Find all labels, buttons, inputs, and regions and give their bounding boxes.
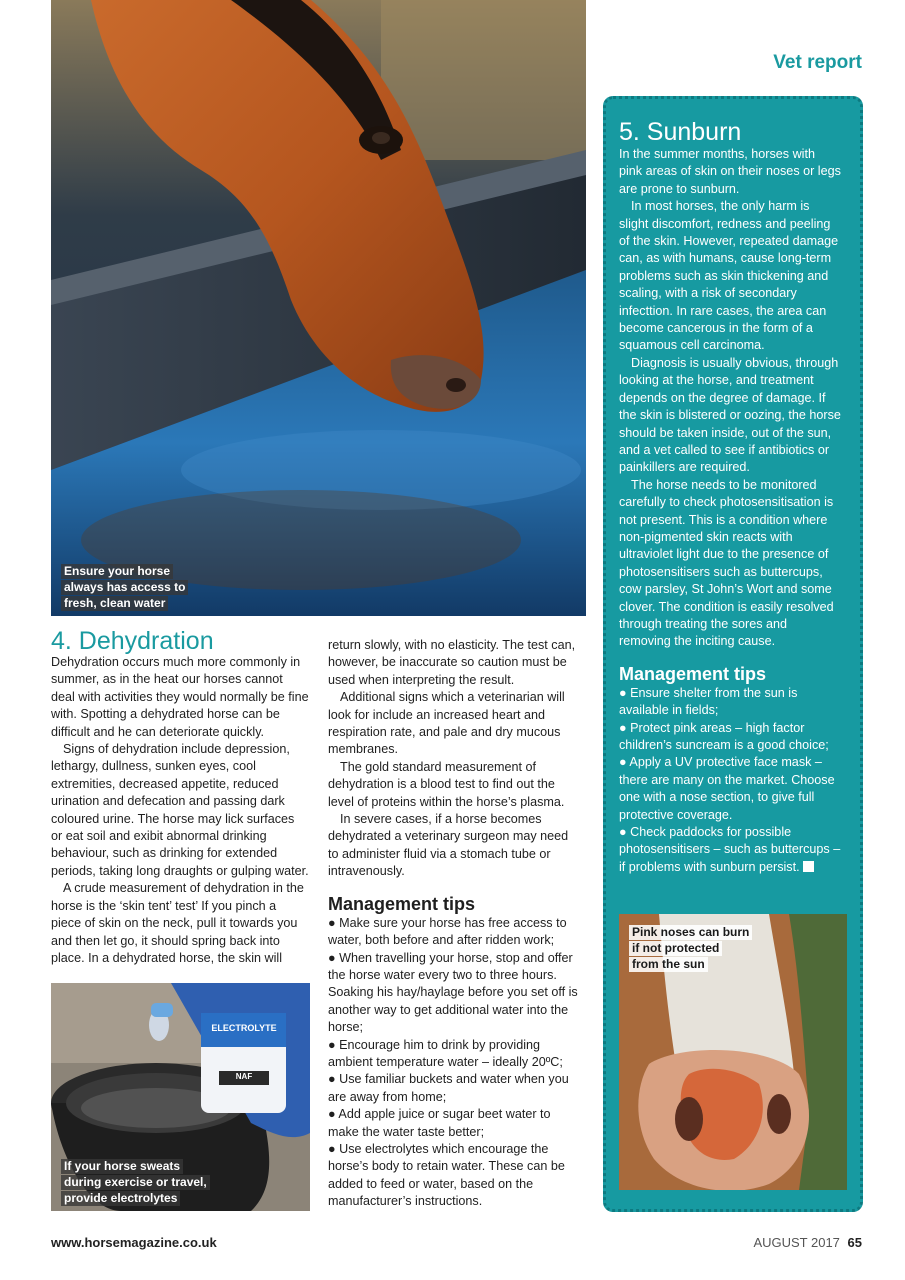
tub-sublabel: NAF <box>235 1072 253 1081</box>
tip-item: ● Protect pink areas – high factor children’s suncream is a good choice; <box>619 720 829 752</box>
dehydration-column-1 <box>51 654 309 967</box>
footer-website: www.horsemagazine.co.uk <box>51 1235 217 1250</box>
bullet-icon: ● <box>328 915 336 930</box>
tip-item: ● Use familiar buckets and water when you are away from home; <box>328 1072 569 1104</box>
pink-nose-photo <box>619 914 847 1190</box>
bullet-icon: ● <box>619 685 627 700</box>
sunburn-body <box>619 146 841 876</box>
caption-line: Ensure your horse <box>61 564 173 579</box>
pink-nose-caption <box>629 924 752 972</box>
caption-line: fresh, clean water <box>61 596 168 611</box>
paragraph: In most horses, the only harm is slight discomfort, redness and peeling of the skin. However, repeated damage can, as with humans, cause long-term problems such as skin thickening and scaling, with a risk of secondary infecttion. In rare cases, the area can become cancerous in the form of a squamous cell carcinoma. <box>619 199 839 353</box>
bullet-icon: ● <box>328 1072 336 1087</box>
bucket-photo-caption <box>61 1158 210 1206</box>
tip-item: ● Use electrolytes which encourage the horse’s body to retain water. These can be added to feed or water, based on the manufacturer’s instructions. <box>328 1141 565 1209</box>
paragraph: Diagnosis is usually obvious, through looking at the horse, and treatment depends on the degree of damage. If the skin is blistered or oozing, the horse should be taken inside, out of the sun, and a vet called to see if antibiotics or painkillers are required. <box>619 355 841 475</box>
tip-item: ● Check paddocks for possible photosensitisers – such as buttercups – if problems with sunburn persist. <box>619 825 841 874</box>
sunburn-tips-title: Management tips <box>619 663 767 684</box>
tip-item: ● Ensure shelter from the sun is available in fields; <box>619 685 798 718</box>
horse-drinking-illustration <box>51 0 586 616</box>
paragraph: Dehydration occurs much more commonly in summer, as in the heat our horses cannot deal with activities they would normally be fine with. Spotting a dehydrated horse can be difficult and he can deteriorate quickly. <box>51 655 309 739</box>
caption-line: If your horse sweats <box>61 1159 183 1174</box>
section-label: Vet report <box>773 52 862 73</box>
end-mark-icon <box>803 861 814 872</box>
top-photo-caption <box>61 563 188 611</box>
paragraph: Signs of dehydration include depression, lethargy, dullness, sunken eyes, cool extremities, decreased appetite, reduced urination and defecation and passing dark coloured urine. The horse may lick surfaces or eat soil and exibit abnormal drinking behaviour, such as drinking for extended periods, taking long draughts or gulping water. <box>51 742 309 878</box>
horse-drinking-photo <box>51 0 586 616</box>
bullet-icon: ● <box>619 755 627 770</box>
sunburn-content <box>619 118 841 876</box>
paragraph: A crude measurement of dehydration in the horse is the ‘skin tent’ test’ If you pinch a piece of skin on the neck, pull it towards you and then let go, it should spring back into place. In a dehydrated horse, the skin will <box>51 881 304 965</box>
paragraph: In severe cases, if a horse becomes dehydrated a veterinary surgeon may need to administer fluid via a stomach tube or intravenously. <box>328 812 569 879</box>
tip-item: ● Make sure your horse has free access to water, both before and after ridden work; <box>328 915 567 948</box>
bullet-icon: ● <box>619 825 627 840</box>
paragraph: return slowly, with no elasticity. The test can, however, be inaccurate so caution must be used when interpreting the result. <box>328 638 576 687</box>
sunburn-title: 5. Sunburn <box>619 118 742 146</box>
caption-line: if not protected <box>629 941 722 956</box>
bullet-icon: ● <box>328 1141 336 1156</box>
tub-label: ELECTROLYTE <box>211 1023 277 1033</box>
dehydration-tips-title: Management tips <box>328 893 476 914</box>
bullet-icon: ● <box>328 1037 336 1052</box>
paragraph: The horse needs to be monitored carefully to check photosensitisation is not present. This is a condition where non-pigmented skin reacts with ultraviolet light due to the presence of photosensitisers such as buttercups, cow parsley, St John’s Wort and some clover. The condition is easily resolved through treating the sores and removing the inciting cause. <box>619 477 834 649</box>
bullet-icon: ● <box>328 1107 336 1122</box>
caption-line: during exercise or travel, <box>61 1175 210 1190</box>
caption-line: Pink noses can burn <box>629 925 752 940</box>
tip-item: ● Add apple juice or sugar beet water to make the water taste better; <box>328 1107 551 1139</box>
tip-item: ● Apply a UV protective face mask – there are many on the market. Choose one with a nose section, to give full protective coverage. <box>619 755 835 822</box>
dehydration-column-2 <box>328 637 580 1211</box>
caption-line: always has access to <box>61 580 188 595</box>
tip-item: ● Encourage him to drink by providing ambient temperature water – ideally 20ºC; <box>328 1037 563 1069</box>
dehydration-title: 4. Dehydration <box>51 627 214 655</box>
caption-line: from the sun <box>629 957 708 972</box>
paragraph: The gold standard measurement of dehydration is a blood test to find out the level of proteins within the horse’s plasma. <box>328 759 565 809</box>
electrolyte-bucket-photo <box>51 983 310 1211</box>
paragraph: In the summer months, horses with pink areas of skin on their noses or legs are prone to sunburn. <box>619 147 841 196</box>
issue-date: AUGUST 2017 <box>753 1235 840 1250</box>
bullet-icon: ● <box>328 950 336 965</box>
page-number: 65 <box>847 1235 862 1250</box>
caption-line: provide electrolytes <box>61 1191 180 1206</box>
tip-item: ● When travelling your horse, stop and offer the horse water every two to three hours. Soaking his hay/haylage before you set off is another way to get additional water into the horse; <box>328 950 578 1035</box>
paragraph: Additional signs which a veterinarian will look for include an increased heart and respiration rate, and pale and dry mucous membranes. <box>328 690 565 757</box>
footer-issue <box>753 1235 862 1250</box>
bullet-icon: ● <box>619 720 627 735</box>
